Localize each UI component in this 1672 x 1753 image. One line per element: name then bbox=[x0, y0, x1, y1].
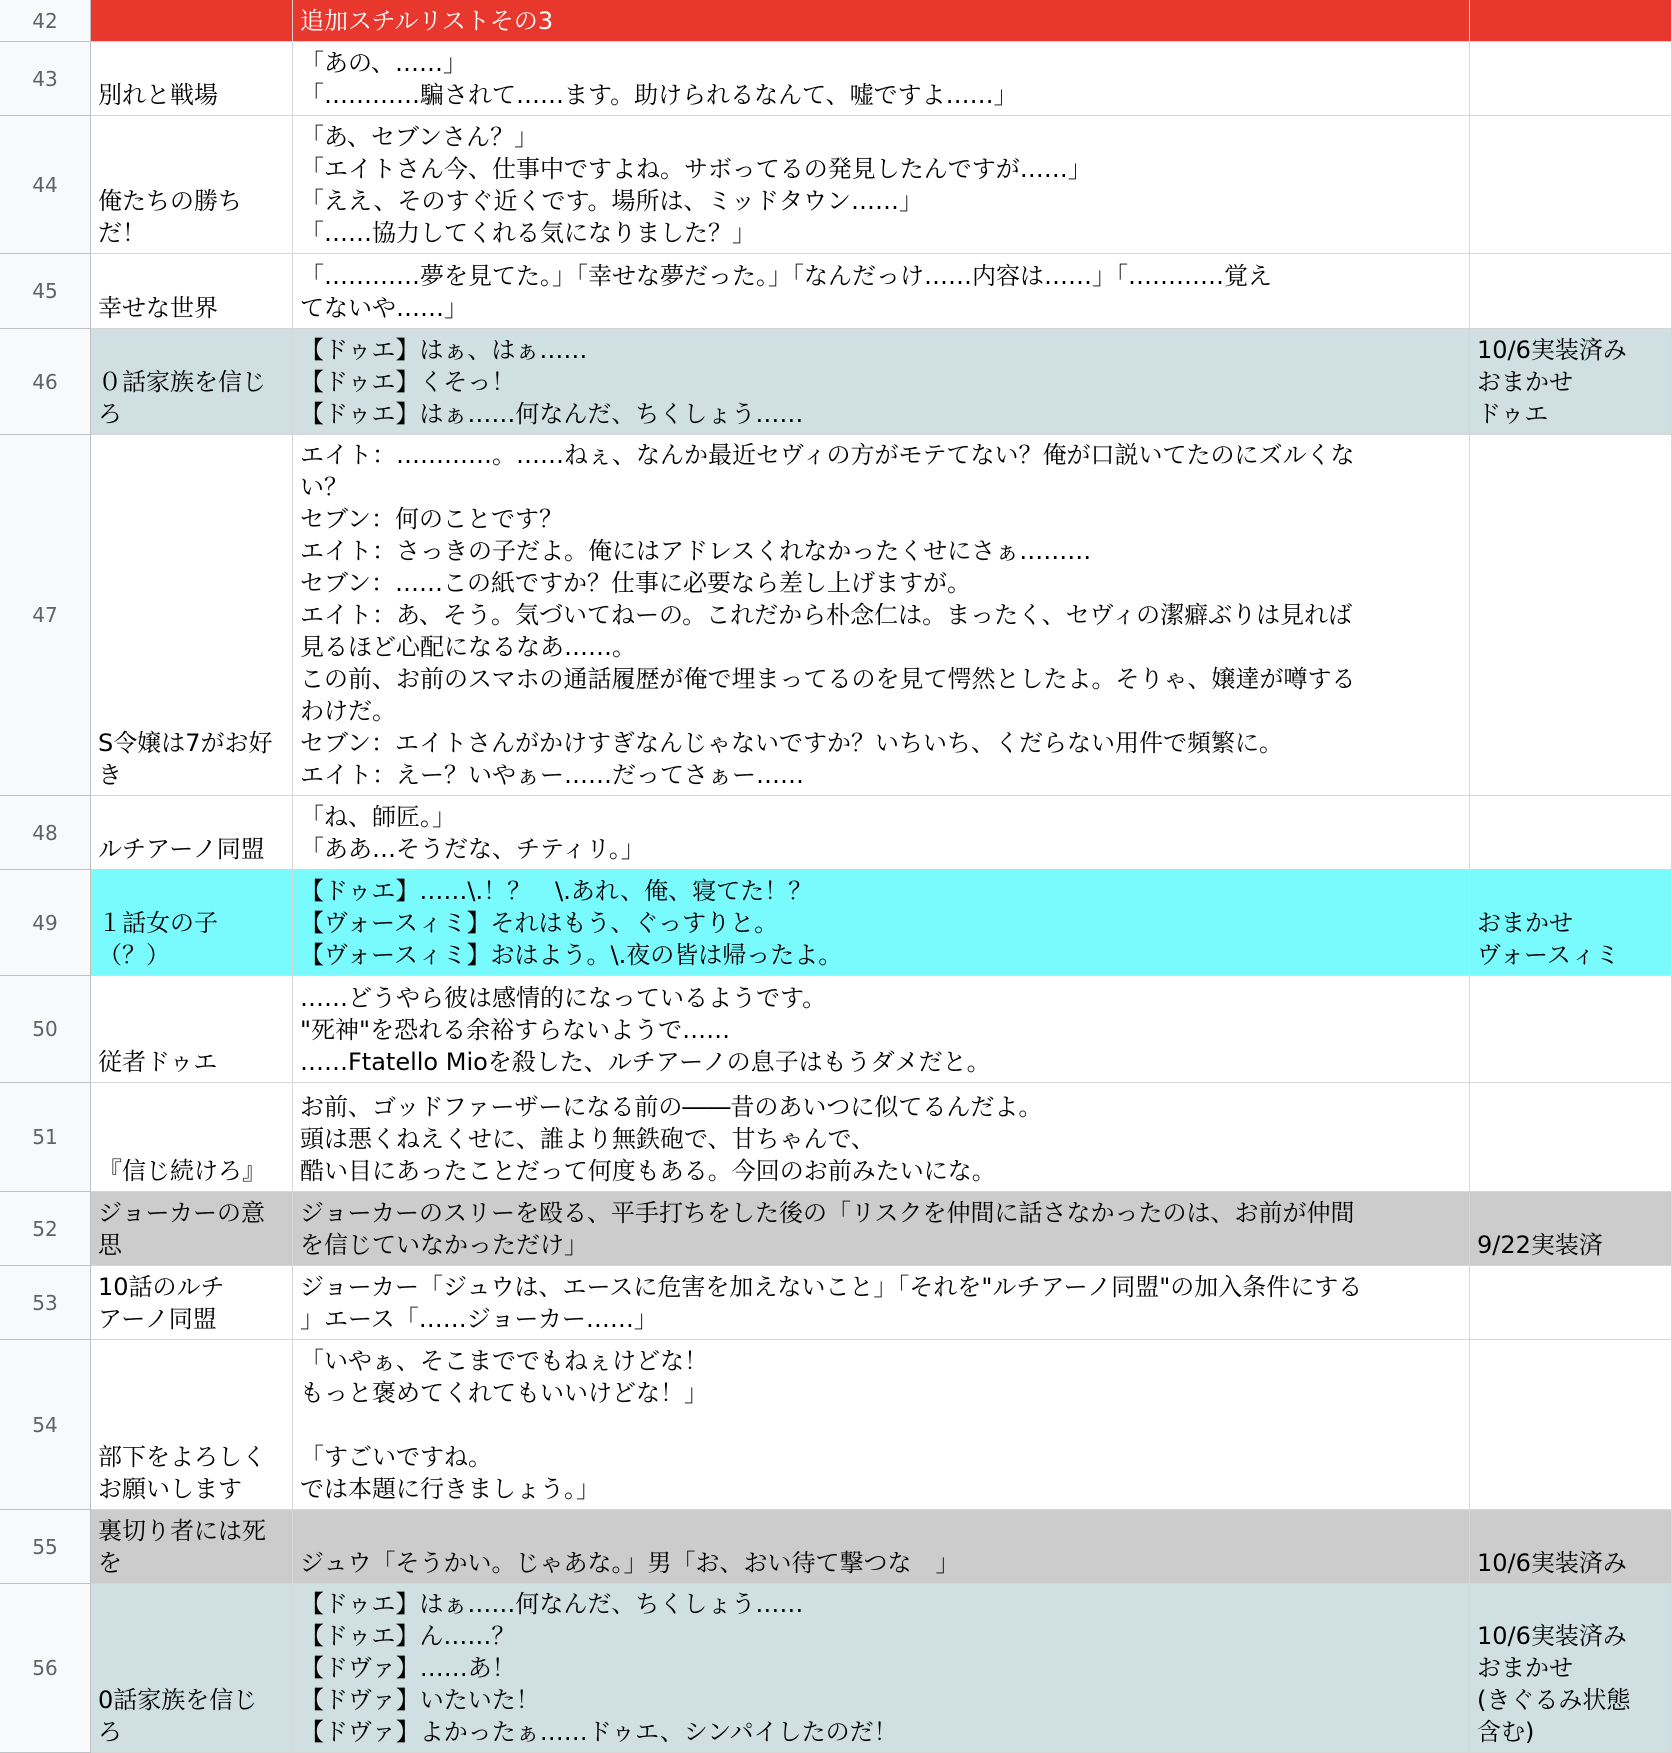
note-cell-line: 10/6実装済み bbox=[1477, 336, 1627, 364]
content-cell-line: 見るほど心配になるなあ……。 bbox=[300, 633, 636, 661]
title-cell-line: だ！ bbox=[98, 219, 146, 247]
content-cell-line: セブン：……この紙ですか？仕事に必要なら差し上げますが。 bbox=[300, 569, 972, 597]
content-cell-line: ……どうやら彼は感情的になっているようです。 bbox=[300, 984, 827, 1012]
note-cell-line: ヴォースィミ bbox=[1477, 941, 1620, 969]
note-cell[interactable] bbox=[1470, 870, 1672, 976]
title-cell-line: ろ bbox=[98, 400, 122, 428]
content-cell-line: 「あの、……」 bbox=[300, 49, 468, 77]
content-cell-line: 【ドゥエ】はぁ……何なんだ、ちくしょう…… bbox=[300, 1590, 804, 1618]
table-row bbox=[0, 1083, 1672, 1192]
content-cell-line: 「いやぁ、そこまででもねぇけどな！ bbox=[300, 1347, 708, 1375]
content-cell[interactable] bbox=[293, 254, 1470, 329]
note-cell[interactable] bbox=[1470, 1192, 1672, 1266]
table-row bbox=[0, 976, 1672, 1083]
content-cell[interactable] bbox=[293, 329, 1470, 435]
table-row bbox=[0, 116, 1672, 254]
note-cell[interactable] bbox=[1470, 116, 1672, 254]
content-cell[interactable] bbox=[293, 1266, 1470, 1340]
content-cell-line: ジュウ「そうかい。じゃあな。」男「お、おい待て撃つな 」 bbox=[300, 1549, 960, 1577]
title-cell[interactable] bbox=[91, 329, 293, 435]
note-cell-line: 含む) bbox=[1477, 1718, 1535, 1746]
title-cell[interactable] bbox=[91, 796, 293, 870]
content-cell[interactable] bbox=[293, 870, 1470, 976]
note-cell[interactable] bbox=[1470, 329, 1672, 435]
row-number[interactable]: 48 bbox=[0, 796, 91, 870]
row-number[interactable]: 49 bbox=[0, 870, 91, 976]
table-row bbox=[0, 329, 1672, 435]
title-cell-line: 思 bbox=[98, 1231, 122, 1259]
note-cell-line: おまかせ bbox=[1477, 1654, 1573, 1682]
content-cell-line: 「……協力してくれる気になりました？」 bbox=[300, 219, 756, 247]
row-number[interactable]: 46 bbox=[0, 329, 91, 435]
content-cell[interactable] bbox=[293, 1083, 1470, 1192]
content-cell[interactable] bbox=[293, 1510, 1470, 1584]
content-cell[interactable] bbox=[293, 435, 1470, 796]
title-cell-line: き bbox=[98, 761, 122, 789]
content-cell-line: "死神"を恐れる余裕すらないようで…… bbox=[300, 1016, 731, 1044]
content-cell-line: 追加スチルリストその3 bbox=[300, 6, 554, 35]
content-cell-line: 酷い目にあったことだって何度もある。今回のお前みたいにな。 bbox=[300, 1157, 996, 1185]
content-cell-line: この前、お前のスマホの通話履歴が俺で埋まってるのを見て愕然としたよ。そりゃ、嬢達が噂する bbox=[300, 665, 1356, 693]
title-cell-line: アーノ同盟 bbox=[98, 1305, 217, 1333]
title-cell-line: S令嬢は7がお好 bbox=[98, 729, 273, 757]
content-cell[interactable] bbox=[293, 116, 1470, 254]
note-cell[interactable] bbox=[1470, 1083, 1672, 1192]
table-row bbox=[0, 796, 1672, 870]
note-cell-line: 10/6実装済み bbox=[1477, 1549, 1627, 1577]
title-cell[interactable] bbox=[91, 254, 293, 329]
content-cell[interactable] bbox=[293, 1584, 1470, 1753]
content-cell-line: 【ドゥエ】はぁ……何なんだ、ちくしょう…… bbox=[300, 400, 804, 428]
note-cell-line: おまかせ bbox=[1477, 909, 1573, 937]
content-cell-line: い？ bbox=[300, 473, 348, 501]
title-cell-line: 従者ドゥエ bbox=[98, 1048, 218, 1076]
content-cell-line bbox=[300, 1409, 1463, 1441]
title-cell-line: 別れと戦場 bbox=[98, 81, 218, 109]
content-cell-line: 【ドヴァ】よかったぁ……ドゥエ、シンパイしたのだ！ bbox=[300, 1718, 898, 1746]
row-number[interactable]: 44 bbox=[0, 116, 91, 254]
content-cell-line: 「…………騙されて……ます。助けられるなんて、嘘ですよ……」 bbox=[300, 81, 1018, 109]
content-cell-line: 【ドヴァ】いたいた！ bbox=[300, 1686, 540, 1714]
title-cell-line: 幸せな世界 bbox=[98, 294, 218, 322]
content-cell-line: では本題に行きましょう。」 bbox=[300, 1475, 600, 1503]
table-row bbox=[0, 1266, 1672, 1340]
row-number[interactable]: 54 bbox=[0, 1340, 91, 1510]
title-cell-line: ルチアーノ同盟 bbox=[98, 835, 265, 863]
title-cell[interactable] bbox=[91, 1266, 293, 1340]
note-cell[interactable] bbox=[1470, 1266, 1672, 1340]
content-cell-line: ジョーカー「ジュウは、エースに危害を加えないこと」「それを"ルチアーノ同盟"の加入条件にする bbox=[300, 1273, 1363, 1301]
title-cell-line: を bbox=[98, 1549, 122, 1577]
table-row bbox=[0, 254, 1672, 329]
row-number[interactable]: 56 bbox=[0, 1584, 91, 1753]
content-cell-line: エイト：さっきの子だよ。俺にはアドレスくれなかったくせにさぁ……… bbox=[300, 537, 1092, 565]
note-cell-line: ドゥエ bbox=[1477, 400, 1549, 428]
content-cell-line: 「ね、師匠。」 bbox=[300, 803, 456, 831]
content-cell[interactable] bbox=[293, 42, 1470, 116]
row-number[interactable]: 53 bbox=[0, 1266, 91, 1340]
content-cell-line: エイト：えー？いやぁー……だってさぁー…… bbox=[300, 761, 804, 789]
title-cell[interactable] bbox=[91, 1340, 293, 1510]
title-cell[interactable] bbox=[91, 1510, 293, 1584]
row-number[interactable]: 51 bbox=[0, 1083, 91, 1192]
note-cell[interactable] bbox=[1470, 42, 1672, 116]
note-cell-line: (きぐるみ状態 bbox=[1477, 1686, 1631, 1714]
content-cell[interactable] bbox=[293, 0, 1470, 42]
content-cell-line: 「エイトさん今、仕事中ですよね。サボってるの発見したんですが……」 bbox=[300, 155, 1092, 183]
content-cell-line: エイト：…………。……ねぇ、なんか最近セヴィの方がモテてない？俺が口説いてたのにズルくな bbox=[300, 441, 1355, 469]
title-cell[interactable] bbox=[91, 435, 293, 796]
row-number[interactable]: 45 bbox=[0, 254, 91, 329]
note-cell[interactable] bbox=[1470, 1340, 1672, 1510]
content-cell-line: ジョーカーのスリーを殴る、平手打ちをした後の「リスクを仲間に話さなかったのは、お前が仲間 bbox=[300, 1199, 1355, 1227]
title-cell-line: 部下をよろしく bbox=[98, 1443, 266, 1471]
title-cell[interactable] bbox=[91, 976, 293, 1083]
note-cell[interactable] bbox=[1470, 976, 1672, 1083]
row-number[interactable]: 52 bbox=[0, 1192, 91, 1266]
content-cell[interactable] bbox=[293, 976, 1470, 1083]
content-cell-line: 頭は悪くねえくせに、誰より無鉄砲で、甘ちゃんで、 bbox=[300, 1125, 876, 1153]
content-cell[interactable] bbox=[293, 1192, 1470, 1266]
content-cell-line: 【ヴォースィミ】それはもう、ぐっすりと。 bbox=[300, 909, 779, 937]
content-cell-line: 」エース「……ジョーカー……」 bbox=[300, 1305, 658, 1333]
title-cell-line: 『信じ続けろ』 bbox=[98, 1157, 266, 1185]
title-cell[interactable] bbox=[91, 1192, 293, 1266]
table-row bbox=[0, 1510, 1672, 1584]
note-cell-line: 9/22実装済 bbox=[1477, 1231, 1603, 1259]
title-cell-line: １話女の子 bbox=[98, 909, 218, 937]
content-cell-line: を信じていなかっただけ」 bbox=[300, 1231, 588, 1259]
title-cell[interactable] bbox=[91, 0, 293, 42]
note-cell[interactable] bbox=[1470, 1510, 1672, 1584]
content-cell-line: 【ヴォースィミ】おはよう。\.夜の皆は帰ったよ。 bbox=[300, 941, 843, 969]
content-cell-line: エイト：あ、そう。気づいてねーの。これだから朴念仁は。まったく、セヴィの潔癖ぶりは見れば bbox=[300, 601, 1353, 629]
note-cell[interactable] bbox=[1470, 435, 1672, 796]
content-cell-line: 「ええ、そのすぐ近くです。場所は、ミッドタウン……」 bbox=[300, 187, 924, 215]
content-cell-line: 「あ、セブンさん？」 bbox=[300, 123, 539, 151]
table-row bbox=[0, 870, 1672, 976]
title-cell-line: 10話のルチ bbox=[98, 1273, 225, 1301]
content-cell-line: もっと褒めてくれてもいいけどな！」 bbox=[300, 1379, 708, 1407]
content-cell-line: 【ドゥエ】はぁ、はぁ…… bbox=[300, 336, 588, 364]
note-cell-line: おまかせ bbox=[1477, 368, 1573, 396]
content-cell-line: わけだ。 bbox=[300, 697, 396, 725]
content-cell-line: 【ドヴァ】……あ！ bbox=[300, 1654, 516, 1682]
title-cell[interactable] bbox=[91, 1584, 293, 1753]
content-cell-line: 【ドゥエ】……\.！？ \.あれ、俺、寝てた！？ bbox=[300, 877, 813, 905]
title-cell[interactable] bbox=[91, 1083, 293, 1192]
table-row bbox=[0, 1584, 1672, 1753]
title-cell-line: （？） bbox=[98, 941, 170, 969]
table-row bbox=[0, 42, 1672, 116]
row-number[interactable]: 47 bbox=[0, 435, 91, 796]
title-cell[interactable] bbox=[91, 42, 293, 116]
note-cell[interactable] bbox=[1470, 0, 1672, 42]
row-number[interactable]: 43 bbox=[0, 42, 91, 116]
row-number[interactable]: 55 bbox=[0, 1510, 91, 1584]
row-number[interactable]: 42 bbox=[0, 0, 91, 42]
table-row bbox=[0, 435, 1672, 796]
row-number[interactable]: 50 bbox=[0, 976, 91, 1083]
table-row bbox=[0, 1340, 1672, 1510]
content-cell[interactable] bbox=[293, 796, 1470, 870]
content-cell-line: セブン：何のことです？ bbox=[300, 505, 564, 533]
title-cell-line: お願いします bbox=[98, 1475, 242, 1503]
content-cell-line: 【ドゥエ】くそっ！ bbox=[300, 368, 516, 396]
content-cell-line: 「…………夢を見てた。」「幸せな夢だった。」「なんだっけ……内容は……」「…………覚え bbox=[300, 262, 1272, 290]
title-cell-line: ジョーカーの意 bbox=[98, 1199, 266, 1227]
note-cell[interactable] bbox=[1470, 796, 1672, 870]
content-cell-line: セブン：エイトさんがかけすぎなんじゃないですか？いちいち、くだらない用件で頻繁に。 bbox=[300, 729, 1284, 757]
title-cell[interactable] bbox=[91, 870, 293, 976]
content-cell[interactable] bbox=[293, 1340, 1470, 1510]
content-cell-line: お前、ゴッドファーザーになる前の――昔のあいつに似てるんだよ。 bbox=[300, 1093, 1043, 1121]
title-cell-line: ０話家族を信じ bbox=[98, 368, 266, 396]
table-row bbox=[0, 0, 1672, 42]
note-cell[interactable] bbox=[1470, 254, 1672, 329]
table-row bbox=[0, 1192, 1672, 1266]
content-cell-line: 【ドゥエ】ん……？ bbox=[300, 1622, 516, 1650]
content-cell-line: ……Ftatello Mioを殺した、ルチアーノの息子はもうダメだと。 bbox=[300, 1048, 991, 1076]
content-cell-line: てないや……」 bbox=[300, 294, 468, 322]
title-cell-line: 0話家族を信じ bbox=[98, 1686, 258, 1714]
title-cell-line: ろ bbox=[98, 1718, 122, 1746]
content-cell-line: 「ああ…そうだな、チティリ。」 bbox=[300, 835, 645, 863]
title-cell-line: 裏切り者には死 bbox=[98, 1517, 266, 1545]
title-cell-line: 俺たちの勝ち bbox=[98, 187, 242, 215]
content-cell-line: 「すごいですね。 bbox=[300, 1443, 492, 1471]
note-cell-line: 10/6実装済み bbox=[1477, 1622, 1627, 1650]
title-cell[interactable] bbox=[91, 116, 293, 254]
note-cell[interactable] bbox=[1470, 1584, 1672, 1753]
